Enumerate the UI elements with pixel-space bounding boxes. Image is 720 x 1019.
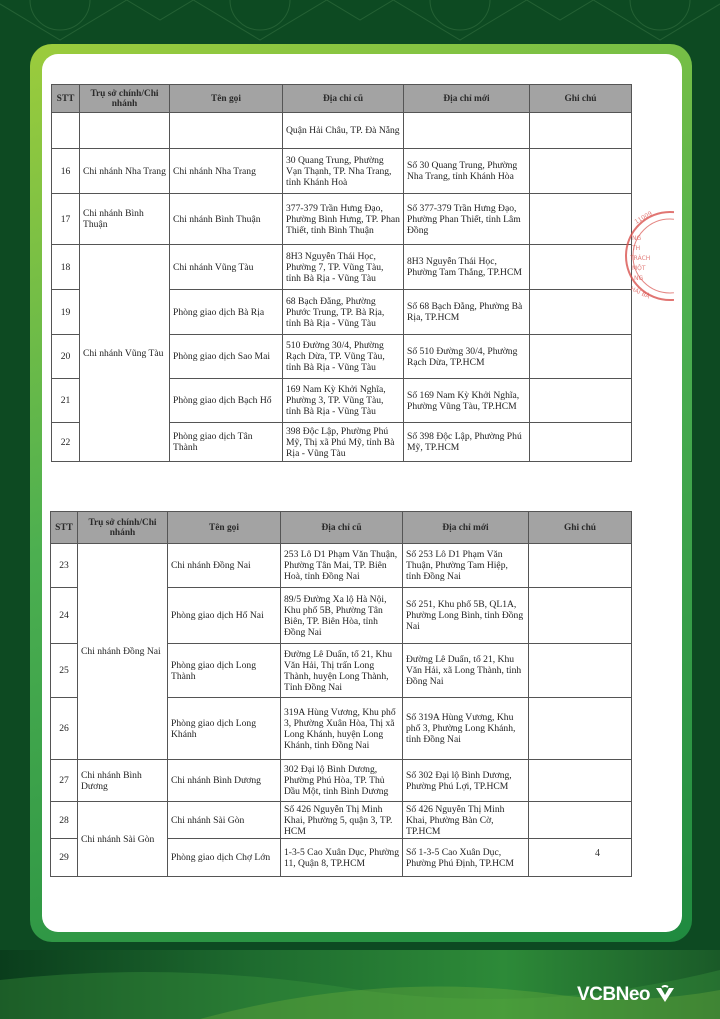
cell-old-address: 68 Bạch Đằng, Phường Phước Trung, TP. Bà Rịa, tỉnh Bà Rịa - Vũng Tàu (283, 290, 404, 335)
cell-branch: Chi nhánh Đồng Nai (78, 544, 168, 760)
table-row (52, 149, 632, 194)
cell-stt: 22 (52, 423, 80, 462)
cell-note (530, 379, 632, 423)
header-old-address: Địa chỉ cũ (283, 85, 404, 113)
cell-new-address: Số 398 Độc Lập, Phường Phú Mỹ, TP.HCM (404, 423, 530, 462)
cell-new-address: Số 68 Bạch Đằng, Phường Bà Rịa, TP.HCM (404, 290, 530, 335)
cell-name: Chi nhánh Nha Trang (170, 149, 283, 194)
cell-branch (80, 113, 170, 149)
header-stt: STT (52, 85, 80, 113)
svg-text:TRÁCH: TRÁCH (630, 255, 651, 262)
cell-old-address: 1-3-5 Cao Xuân Dục, Phường 11, Quận 8, TP.HCM (281, 839, 403, 877)
cell-old-address: 169 Nam Kỳ Khởi Nghĩa, Phường 3, TP. Vũng Tàu, tỉnh Bà Rịa - Vũng Tàu (283, 379, 404, 423)
cell-stt: 18 (52, 245, 80, 290)
table-row (51, 760, 632, 802)
cell-branch: Chi nhánh Bình Dương (78, 760, 168, 802)
vcbneo-logo (577, 984, 676, 1006)
cell-old-address: Quận Hải Châu, TP. Đà Nẵng (283, 113, 404, 149)
table-row-continuation (52, 113, 632, 149)
cell-stt: 24 (51, 588, 78, 644)
svg-text:MỘT: MỘT (632, 265, 646, 272)
cell-branch: Chi nhánh Sài Gòn (78, 802, 168, 877)
cell-name: Phòng giao dịch Long Khánh (168, 698, 281, 760)
header-note: Ghi chú (530, 85, 632, 113)
cell-stt: 25 (51, 644, 78, 698)
cell-branch: Chi nhánh Nha Trang (80, 149, 170, 194)
svg-text:TH: TH (632, 245, 641, 252)
cell-stt: 23 (51, 544, 78, 588)
header-stt: STT (51, 512, 78, 544)
cell-note (529, 839, 632, 877)
cell-new-address: Số 510 Đường 30/4, Phường Rạch Dừa, TP.HCM (404, 335, 530, 379)
cell-stt: 26 (51, 698, 78, 760)
cell-new-address: Số 426 Nguyễn Thị Minh Khai, Phường Bàn Cờ, TP.HCM (403, 802, 529, 839)
svg-text:NG: NG (632, 235, 642, 242)
brand-name: VCBNeo (577, 984, 651, 1005)
cell-stt: 16 (52, 149, 80, 194)
header-name: Tên gọi (170, 85, 283, 113)
cell-new-address: Số 319A Hùng Vương, Khu phố 3, Phường Long Khánh, tỉnh Đồng Nai (403, 698, 529, 760)
cell-name: Phòng giao dịch Long Thành (168, 644, 281, 698)
cell-old-address: 377-379 Trần Hưng Đạo, Phường Bình Hưng, TP. Phan Thiết, tỉnh Bình Thuận (283, 194, 404, 245)
cell-name: Chi nhánh Đồng Nai (168, 544, 281, 588)
svg-text:11009: 11009 (633, 210, 654, 226)
cell-name (170, 113, 283, 149)
branch-table-1 (51, 84, 632, 462)
cell-stt: 29 (51, 839, 78, 877)
cell-name: Chi nhánh Bình Thuận (170, 194, 283, 245)
cell-branch: Chi nhánh Bình Thuận (80, 194, 170, 245)
brand-mark-icon (654, 985, 676, 1005)
table-row (51, 544, 632, 588)
cell-old-address: 89/5 Đường Xa lộ Hà Nội, Khu phố 5B, Phường Tân Biên, TP. Biên Hòa, tỉnh Đồng Nai (281, 588, 403, 644)
cell-new-address: Số 253 Lô D1 Phạm Văn Thuận, Phường Tam Hiệp, tỉnh Đồng Nai (403, 544, 529, 588)
cell-note (529, 544, 632, 588)
cell-note (529, 588, 632, 644)
table-row (52, 194, 632, 245)
company-seal-stamp (612, 206, 674, 306)
cell-stt: 17 (52, 194, 80, 245)
cell-new-address: Số 169 Nam Kỳ Khởi Nghĩa, Phường Vũng Tàu, TP.HCM (404, 379, 530, 423)
cell-old-address: Đường Lê Duẩn, tổ 21, Khu Văn Hải, Thị trấn Long Thành, huyện Long Thành, Tỉnh Đồng Nai (281, 644, 403, 698)
cell-note (529, 644, 632, 698)
cell-old-address: 8H3 Nguyễn Thái Học, Phường 7, TP. Vũng Tàu, tỉnh Bà Rịa - Vũng Tàu (283, 245, 404, 290)
cell-new-address: Số 30 Quang Trung, Phường Nha Trang, tỉnh Khánh Hòa (404, 149, 530, 194)
cell-old-address: 398 Độc Lập, Phường Phú Mỹ, Thị xã Phú Mỹ, tỉnh Bà Rịa - Vũng Tàu (283, 423, 404, 462)
cell-new-address: Số 251, Khu phố 5B, QL1A, Phường Long Bình, tỉnh Đồng Nai (403, 588, 529, 644)
cell-stt: 28 (51, 802, 78, 839)
cell-stt: 20 (52, 335, 80, 379)
cell-name: Phòng giao dịch Bà Rịa (170, 290, 283, 335)
header-old-address: Địa chỉ cũ (281, 512, 403, 544)
cell-name: Phòng giao dịch Tân Thành (170, 423, 283, 462)
svg-text:HẢI BÀ: HẢI BÀ (629, 285, 651, 301)
header-branch: Trụ sở chính/Chi nhánh (80, 85, 170, 113)
header-name: Tên gọi (168, 512, 281, 544)
table-row (51, 802, 632, 839)
cell-name: Phòng giao dịch Sao Mai (170, 335, 283, 379)
cell-new-address: Số 1-3-5 Cao Xuân Dục, Phường Phú Định, TP.HCM (403, 839, 529, 877)
cell-name: Chi nhánh Sài Gòn (168, 802, 281, 839)
cell-note (530, 113, 632, 149)
cell-note (529, 760, 632, 802)
cell-stt: 21 (52, 379, 80, 423)
cell-name: Chi nhánh Bình Dương (168, 760, 281, 802)
cell-note (530, 423, 632, 462)
cell-new-address: Số 377-379 Trần Hưng Đạo, Phường Phan Thiết, tỉnh Lâm Đồng (404, 194, 530, 245)
cell-old-address: 302 Đại lộ Bình Dương, Phường Phú Hòa, TP. Thủ Dầu Một, tỉnh Bình Dương (281, 760, 403, 802)
header-new-address: Địa chỉ mới (404, 85, 530, 113)
table-header-row (52, 85, 632, 113)
branch-table-2 (50, 511, 632, 877)
cell-new-address: 8H3 Nguyễn Thái Học, Phường Tam Thắng, TP.HCM (404, 245, 530, 290)
cell-name: Phòng giao dịch Chợ Lớn (168, 839, 281, 877)
header-new-address: Địa chỉ mới (403, 512, 529, 544)
cell-old-address: 30 Quang Trung, Phường Vạn Thạnh, TP. Nha Trang, tỉnh Khánh Hoà (283, 149, 404, 194)
cell-new-address: Đường Lê Duẩn, tổ 21, Khu Văn Hải, xã Long Thành, tỉnh Đồng Nai (403, 644, 529, 698)
cell-name: Chi nhánh Vũng Tàu (170, 245, 283, 290)
cell-old-address: 319A Hùng Vương, Khu phố 3, Phường Xuân Hòa, Thị xã Long Khánh, huyện Long Khánh, tỉnh Đồng Nai (281, 698, 403, 760)
cell-note (530, 335, 632, 379)
cell-old-address: 510 Đường 30/4, Phường Rạch Dừa, TP. Vũng Tàu, tỉnh Bà Rịa - Vũng Tàu (283, 335, 404, 379)
cell-stt: 19 (52, 290, 80, 335)
cell-new-address (404, 113, 530, 149)
cell-old-address: Số 426 Nguyễn Thị Minh Khai, Phường 5, quận 3, TP. HCM (281, 802, 403, 839)
cell-new-address: Số 302 Đại lộ Bình Dương, Phường Phú Lợi, TP.HCM (403, 760, 529, 802)
page-number: 4 (595, 848, 600, 859)
table-row (52, 245, 632, 290)
header-note: Ghi chú (529, 512, 632, 544)
cell-old-address: 253 Lô D1 Phạm Văn Thuận, Phường Tân Mai, TP. Biên Hoà, tỉnh Đồng Nai (281, 544, 403, 588)
table-header-row (51, 512, 632, 544)
cell-note (529, 802, 632, 839)
cell-name: Phòng giao dịch Hố Nai (168, 588, 281, 644)
header-branch: Trụ sở chính/Chi nhánh (78, 512, 168, 544)
cell-stt (52, 113, 80, 149)
cell-branch: Chi nhánh Vũng Tàu (80, 245, 170, 462)
cell-note (529, 698, 632, 760)
cell-note (530, 149, 632, 194)
cell-name: Phòng giao dịch Bạch Hổ (170, 379, 283, 423)
svg-text:NG: NG (634, 275, 644, 282)
cell-stt: 27 (51, 760, 78, 802)
